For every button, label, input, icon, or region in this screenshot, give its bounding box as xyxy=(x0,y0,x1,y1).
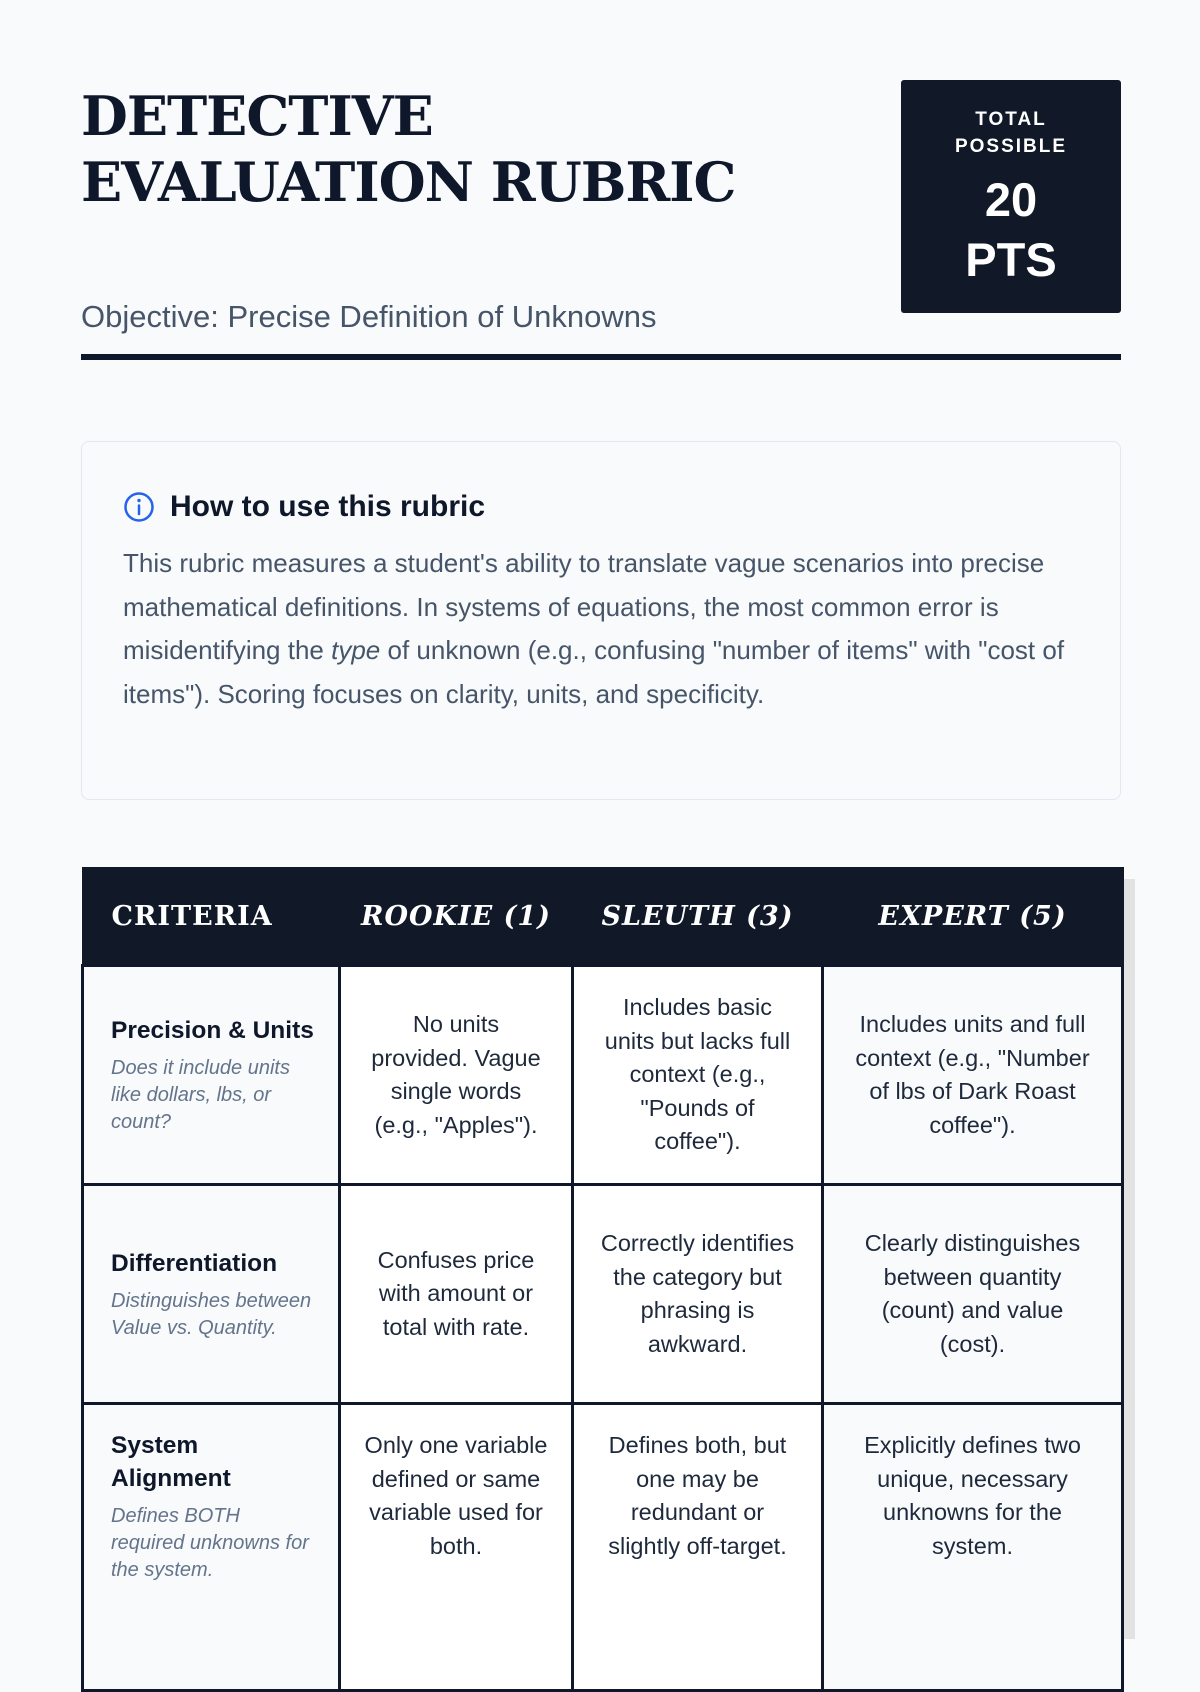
criterion-cell xyxy=(83,1404,340,1691)
page-title: DETECTIVE EVALUATION RUBRIC xyxy=(81,84,736,214)
rookie-cell: Only one variable defined or same variable used for both. xyxy=(340,1404,573,1691)
table-row xyxy=(83,1185,1123,1404)
info-heading: How to use this rubric xyxy=(170,490,486,523)
expert-cell: Includes units and full context (e.g., "Number of lbs of Dark Roast coffee"). xyxy=(823,966,1123,1185)
total-points-unit: PTS xyxy=(965,233,1057,286)
criterion-description: Does it include units like dollars, lbs, or count? xyxy=(111,1057,290,1133)
total-points-value: 20 xyxy=(984,173,1038,226)
column-header-expert: EXPERT (5) xyxy=(823,868,1123,966)
info-text-emphasis: type xyxy=(331,635,381,665)
criterion-cell xyxy=(83,966,340,1185)
criterion-name: System Alignment xyxy=(111,1432,231,1492)
criterion-name: Differentiation xyxy=(111,1249,278,1277)
column-header-criteria: CRITERIA xyxy=(83,868,340,966)
info-text xyxy=(123,542,1083,716)
total-points-label: TOTAL POSSIBLE xyxy=(954,109,1068,157)
info-text-part: This rubric measures a student's ability to translate vague scenarios into precise mathematical definitions. In systems of equations, the most common error is misidentifying the xyxy=(123,548,1045,665)
criterion-name: Precision & Units xyxy=(111,1017,314,1044)
total-points-badge xyxy=(901,80,1121,313)
column-header-sleuth: SLEUTH (3) xyxy=(573,868,823,966)
info-circle-icon xyxy=(123,491,155,523)
criterion-description: Defines BOTH required unknowns for the system. xyxy=(111,1505,309,1581)
rubric-table xyxy=(81,867,1124,1692)
expert-cell: Clearly distinguishes between quantity (count) and value (cost). xyxy=(823,1185,1123,1404)
rookie-cell: No units provided. Vague single words (e.g., "Apples"). xyxy=(340,966,573,1185)
sleuth-cell: Correctly identifies the category but phrasing is awkward. xyxy=(573,1185,823,1404)
usage-info-panel xyxy=(81,441,1121,800)
table-header-row xyxy=(83,868,1123,966)
table-row xyxy=(83,966,1123,1185)
column-header-rookie: ROOKIE (1) xyxy=(340,868,573,966)
criterion-cell xyxy=(83,1185,340,1404)
page-subtitle: Objective: Precise Definition of Unknowns xyxy=(81,299,657,334)
sleuth-cell: Defines both, but one may be redundant or slightly off-target. xyxy=(573,1404,823,1691)
header xyxy=(81,80,1121,360)
criterion-description: Distinguishes between Value vs. Quantity. xyxy=(111,1289,312,1339)
header-divider xyxy=(81,354,1121,360)
sleuth-cell: Includes basic units but lacks full context (e.g., "Pounds of coffee"). xyxy=(573,966,823,1185)
rubric-table-container xyxy=(81,867,1121,1627)
expert-cell: Explicitly defines two unique, necessary unknowns for the system. xyxy=(823,1404,1123,1691)
rookie-cell: Confuses price with amount or total with rate. xyxy=(340,1185,573,1404)
table-row xyxy=(83,1404,1123,1691)
info-text-part: of unknown (e.g., confusing "number of items" with "cost of items"). Scoring focuses on clarity, units, and specificity. xyxy=(123,635,1065,709)
